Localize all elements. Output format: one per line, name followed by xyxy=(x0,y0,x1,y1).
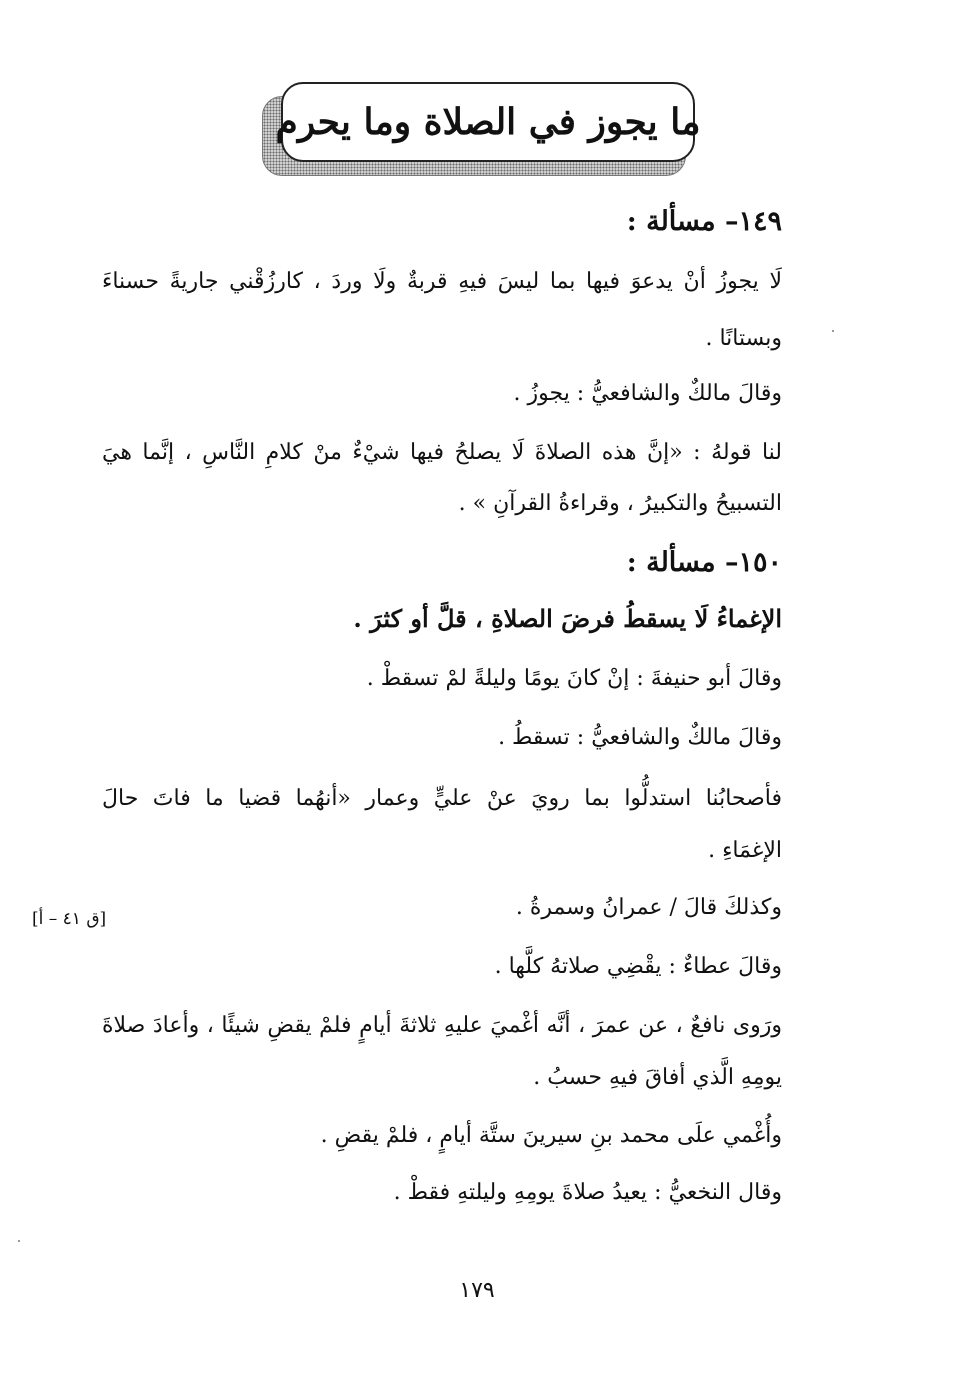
paragraph-line: وأُغْمي علَى محمد بنِ سيرينَ ستَّة أيامٍ ، فلمْ يقضِ . xyxy=(320,1123,782,1148)
paragraph-line: لنا قولهُ : «إنَّ هذه الصلاةَ لَا يصلحُ فيها شيْءٌ منْ كلامِ النَّاسِ ، إنَّما هيَ xyxy=(102,440,782,465)
paragraph-line: وبستانًا . xyxy=(705,326,782,351)
section-heading-150: ١٥٠– مسألة : xyxy=(626,547,782,578)
paragraph-line: ورَوى نافعٌ ، عن عمرَ ، أنَّه أغْميَ عليهِ ثلاثةَ أيامٍ فلمْ يقضِ شيئًا ، وأعادَ صلاةَ xyxy=(102,1013,782,1038)
paragraph-line: الإغمَاءِ . xyxy=(708,838,782,863)
paragraph-line: وكذلكَ قالَ / عمرانُ وسمرةُ . xyxy=(515,895,782,920)
manuscript-folio-note: [ق ٤١ – أ] xyxy=(32,909,107,929)
paragraph-line: وقالَ مالكٌ والشافعيُّ : يجوزُ . xyxy=(513,381,782,406)
scan-speck xyxy=(832,330,834,332)
scan-speck xyxy=(18,1240,20,1242)
paragraph-line: لَا يجوزُ أنْ يدعوَ فيها بما ليسَ فيهِ قربةٌ ولَا وردَ ، كارزُقْني جاريةً حسناءَ xyxy=(102,269,782,294)
paragraph-line: وقالَ مالكٌ والشافعيُّ : تسقطُ . xyxy=(498,725,782,750)
paragraph-line: يومِهِ الَّذي أفاقَ فيهِ حسبُ . xyxy=(533,1065,782,1090)
paragraph-line: التسبيحُ والتكبيرُ ، وقراءةُ القرآنِ » . xyxy=(458,491,782,516)
chapter-title: ما يجوز في الصلاة وما يحرم xyxy=(275,101,701,143)
paragraph-line: وقالَ عطاءٌ : يقْضِي صلاتهُ كلَّها . xyxy=(494,954,782,979)
paragraph-line: وقالَ أبو حنيفةَ : إنْ كانَ يومًا وليلةً لمْ تسقطْ . xyxy=(366,666,782,691)
section-statement: الإغماءُ لَا يسقطُ فرضَ الصلاةِ ، قلَّ أو كثرَ . xyxy=(353,604,782,633)
paragraph-line: فأصحابُنا استدلُّوا بما رويَ عنْ عليٍّ وعمار «أنهُما قضيا ما فاتَ حالَ xyxy=(102,786,782,811)
page-number: ١٧٩ xyxy=(459,1278,495,1303)
section-heading-149: ١٤٩– مسألة : xyxy=(626,206,782,237)
title-frame xyxy=(275,82,701,162)
paragraph-line: وقال النخعيُّ : يعيدُ صلاةَ يومِهِ وليلتهِ فقطْ . xyxy=(393,1180,782,1205)
